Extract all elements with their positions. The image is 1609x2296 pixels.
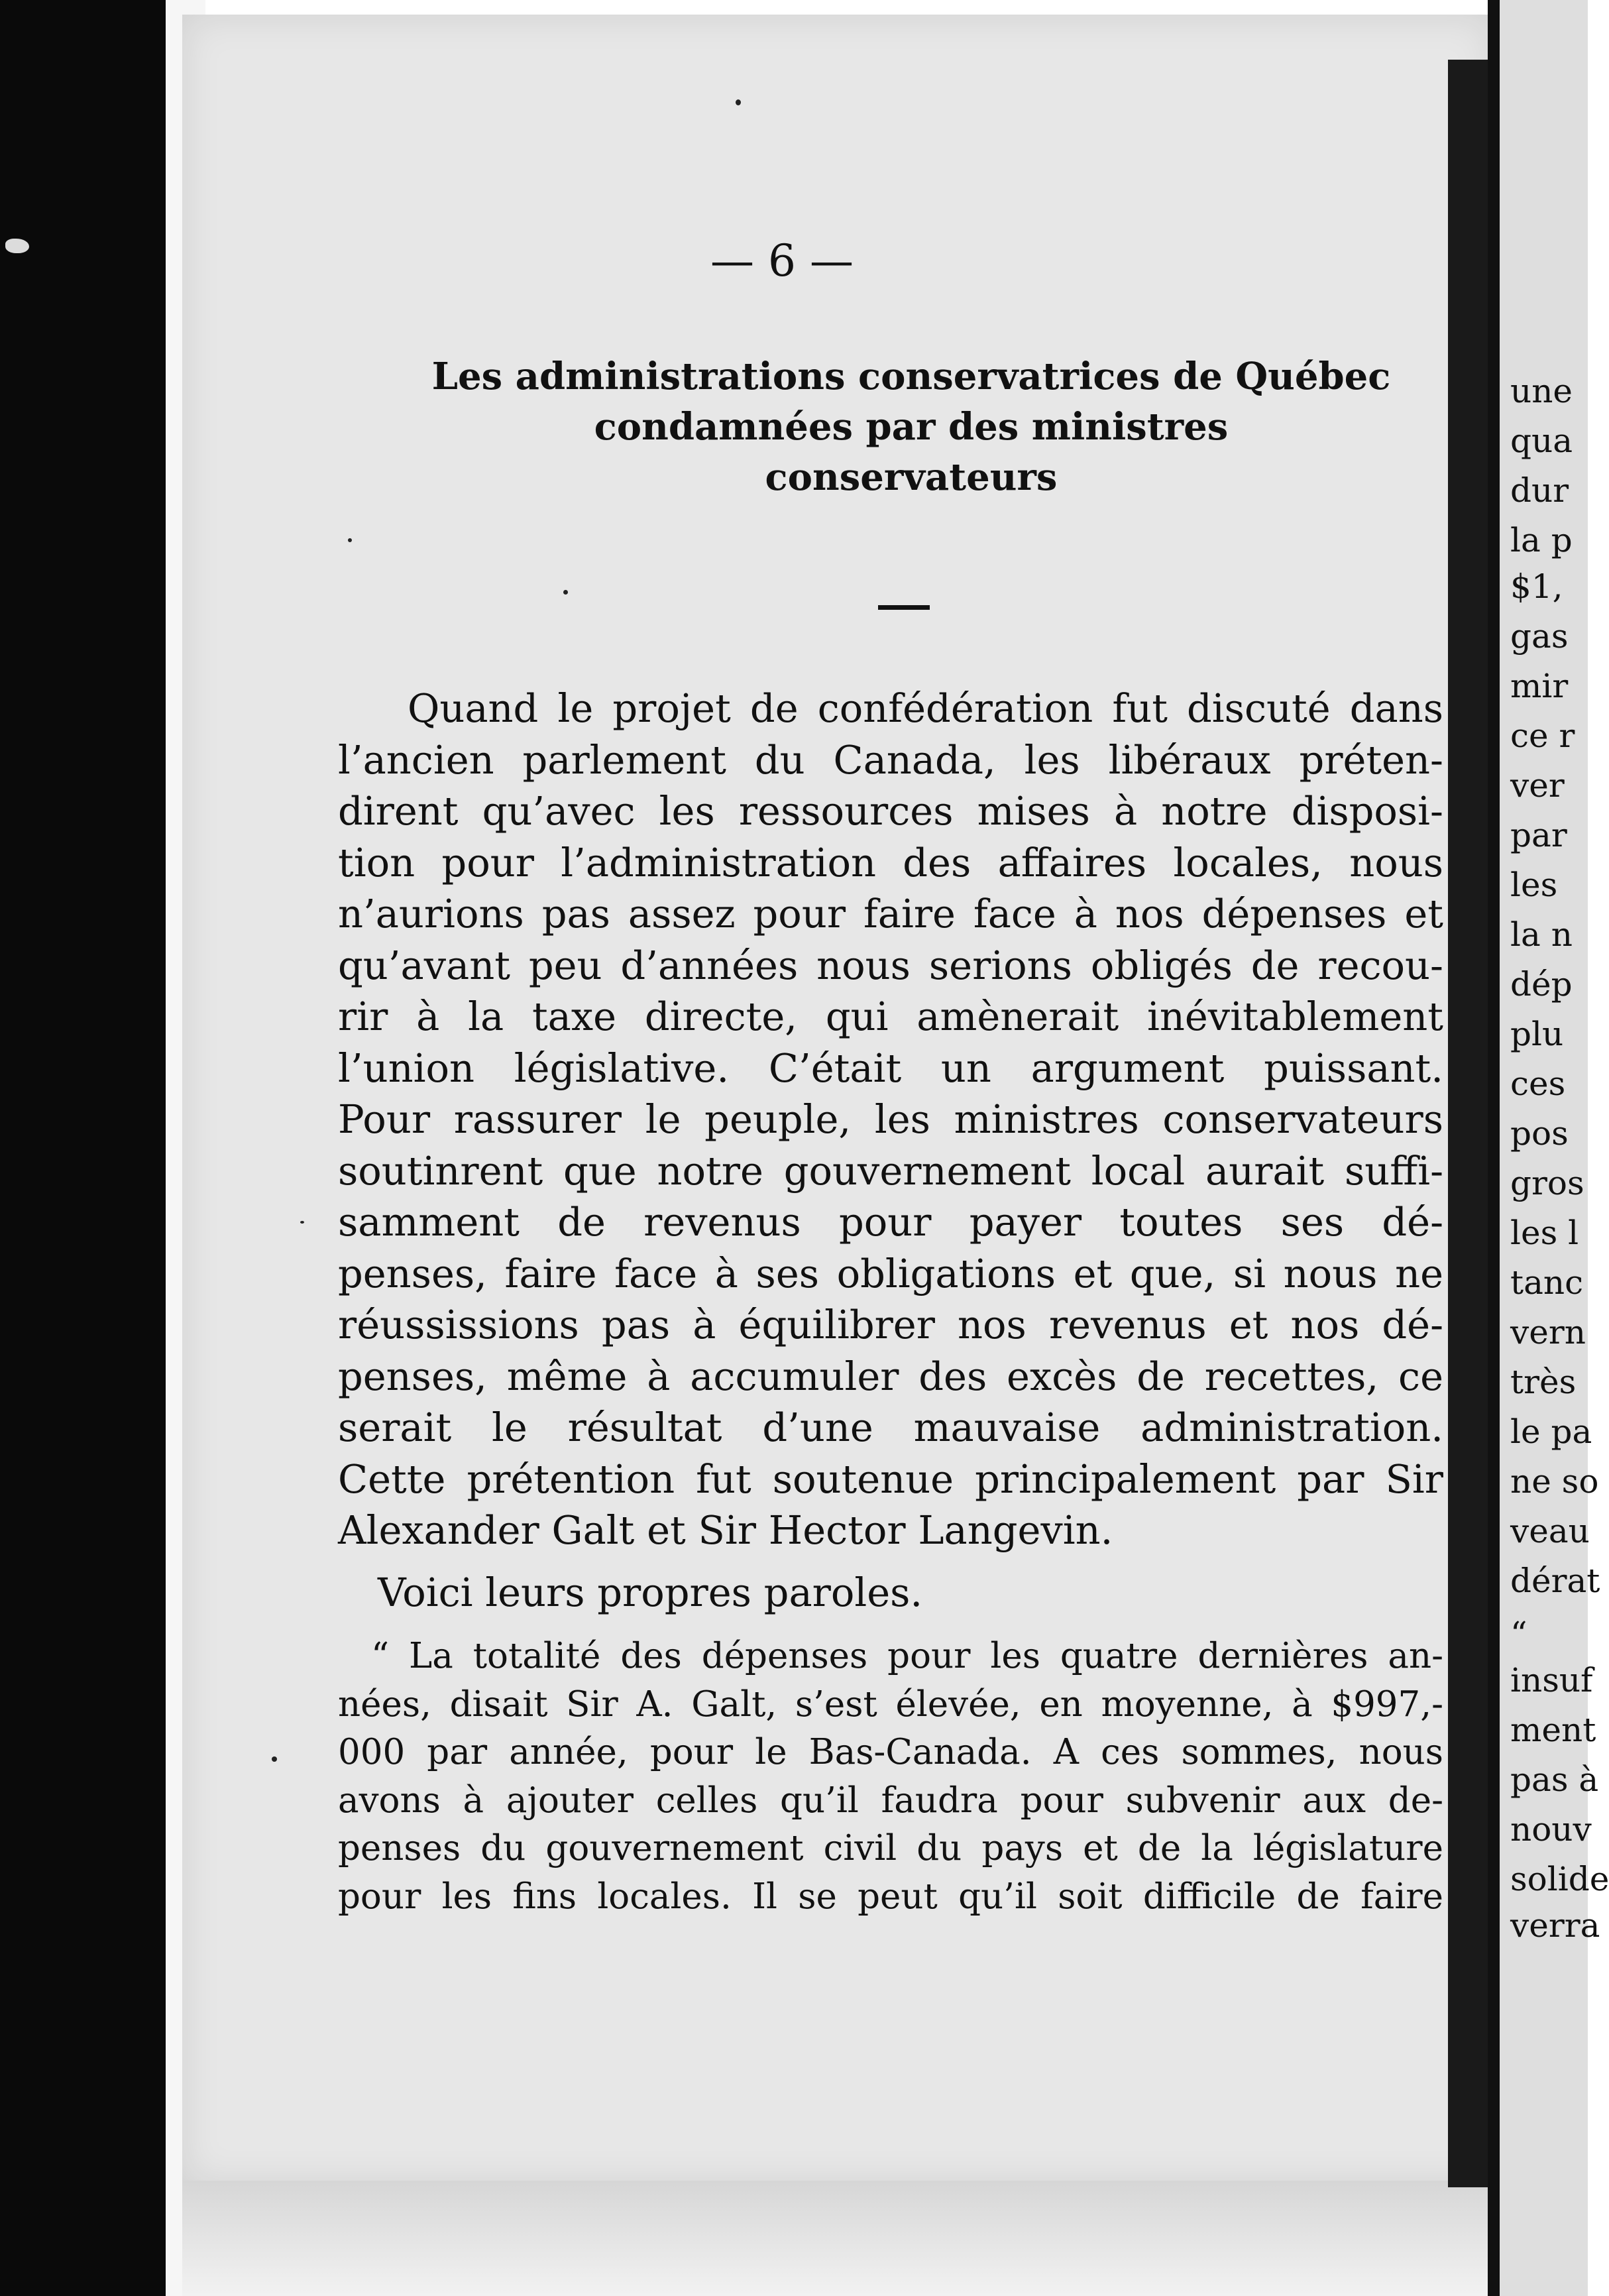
page-number-text: — 6 — — [710, 235, 854, 286]
adjacent-page-fragment: une — [1510, 372, 1573, 410]
adjacent-page-fragment: verra — [1510, 1906, 1600, 1945]
adjacent-page-fragment: pas à — [1510, 1760, 1599, 1799]
scan-speck — [736, 99, 741, 105]
text-line: Pour rassurer le peuple, les ministres conservateurs — [338, 1096, 1443, 1142]
adjacent-page-fragment: dur — [1510, 471, 1569, 510]
adjacent-page-fragment: insuf — [1510, 1661, 1593, 1699]
title-line: Les administrations conservatrices de Québec — [431, 355, 1391, 398]
text-line: Cette prétention fut soutenue principalement par Sir — [338, 1456, 1443, 1502]
adjacent-page-fragment: “ — [1510, 1615, 1527, 1653]
adjacent-page-fragment: ver — [1510, 766, 1565, 805]
quotation — [338, 1633, 1443, 1921]
text-line: réussissions pas à équilibrer nos revenus et nos dé- — [338, 1302, 1443, 1348]
page-title — [325, 351, 1498, 502]
adjacent-page-fragment: gas — [1510, 617, 1569, 656]
text-line: serait le résultat d’une mauvaise administration. — [338, 1405, 1443, 1450]
text-line: dirent qu’avec les ressources mises à notre disposi- — [338, 788, 1443, 834]
adjacent-page-fragment: mir — [1510, 667, 1569, 705]
paragraph-1 — [338, 683, 1443, 1556]
adjacent-page-fragment: pos — [1510, 1114, 1569, 1153]
quote-line: nées, disait Sir A. Galt, s’est élevée, en moyenne, à $997,- — [338, 1684, 1443, 1725]
paragraph-2 — [338, 1567, 1443, 1619]
title-line: conservateurs — [765, 455, 1058, 499]
text-line: Quand le projet de confédération fut discuté dans — [408, 685, 1443, 731]
scan-speck — [300, 1221, 304, 1224]
adjacent-page-fragment: solide — [1510, 1860, 1609, 1898]
text-line: Alexander Galt et Sir Hector Langevin. — [338, 1507, 1113, 1553]
adjacent-page-fragment: la p — [1510, 521, 1573, 559]
adjacent-page-fragment: le pa — [1510, 1412, 1592, 1451]
text-line: samment de revenus pour payer toutes ses dé- — [338, 1199, 1443, 1245]
adjacent-page-fragment: nouv — [1510, 1810, 1592, 1849]
page-number — [0, 235, 1588, 286]
text-line: l’union législative. C’était un argument puissant. — [338, 1045, 1443, 1091]
scan-speck — [272, 1756, 277, 1762]
text-line: tion pour l’administration des affaires locales, nous — [338, 839, 1443, 886]
text-line: soutinrent que notre gouvernement local aurait suffi- — [338, 1147, 1443, 1194]
adjacent-page-fragment: gros — [1510, 1164, 1584, 1202]
body-text — [338, 683, 1443, 1921]
quote-line: penses du gouvernement civil du pays et de la législature — [338, 1828, 1443, 1868]
quote-line: “ La totalité des dépenses pour les quatre dernières an- — [371, 1636, 1443, 1676]
adjacent-page-fragment: ces — [1510, 1064, 1566, 1103]
text-line: n’aurions pas assez pour faire face à nos dépenses et — [338, 891, 1443, 937]
adjacent-page-fragment: la n — [1510, 915, 1573, 954]
text-line: rir à la taxe directe, qui amènerait inévitablement — [338, 994, 1443, 1039]
adjacent-page-fragment: dép — [1510, 965, 1573, 1004]
adjacent-page-fragment: ce r — [1510, 717, 1575, 755]
adjacent-page-fragment: veau — [1510, 1512, 1590, 1550]
adjacent-page-fragment: très — [1510, 1363, 1577, 1401]
scan-left-margin — [0, 0, 166, 2296]
scan-speck — [563, 590, 568, 595]
quote-line: pour les fins locales. Il se peut qu’il soit difficile de faire — [338, 1876, 1443, 1917]
quote-line: 000 par année, pour le Bas-Canada. A ces sommes, nous — [338, 1732, 1443, 1772]
text-line: penses, faire face à ses obligations et que, si nous ne — [338, 1250, 1443, 1296]
adjacent-page-fragment: dérat — [1510, 1562, 1600, 1600]
adjacent-page-fragment: les l — [1510, 1214, 1579, 1252]
text-line: penses, même à accumuler des excès de recettes, ce — [338, 1353, 1443, 1399]
title-line: condamnées par des ministres — [594, 405, 1229, 449]
adjacent-page-fragment: vern — [1510, 1313, 1586, 1351]
adjacent-page-fragment: ment — [1510, 1711, 1596, 1749]
title-separator — [878, 605, 930, 610]
quote-line: avons à ajouter celles qu’il faudra pour subvenir aux de- — [338, 1780, 1443, 1821]
adjacent-page-fragment: par — [1510, 816, 1567, 854]
text-line: Voici leurs propres paroles. — [378, 1569, 923, 1615]
adjacent-page-fragment: $1, — [1510, 567, 1563, 606]
adjacent-page-fragment: plu — [1510, 1015, 1564, 1053]
adjacent-page — [1488, 0, 1609, 2296]
text-line: qu’avant peu d’années nous serions obligés de recou- — [338, 942, 1443, 988]
adjacent-page-fragment: tanc — [1510, 1263, 1584, 1302]
scan-speck — [348, 538, 352, 542]
adjacent-page-fragment: les — [1510, 866, 1558, 904]
page-bottom-area — [182, 2181, 1508, 2296]
adjacent-page-fragment: ne so — [1510, 1462, 1599, 1501]
adjacent-page-edge — [1488, 0, 1500, 2296]
text-line: l’ancien parlement du Canada, les libéraux préten- — [338, 736, 1443, 783]
adjacent-page-fragment: qua — [1510, 422, 1573, 460]
